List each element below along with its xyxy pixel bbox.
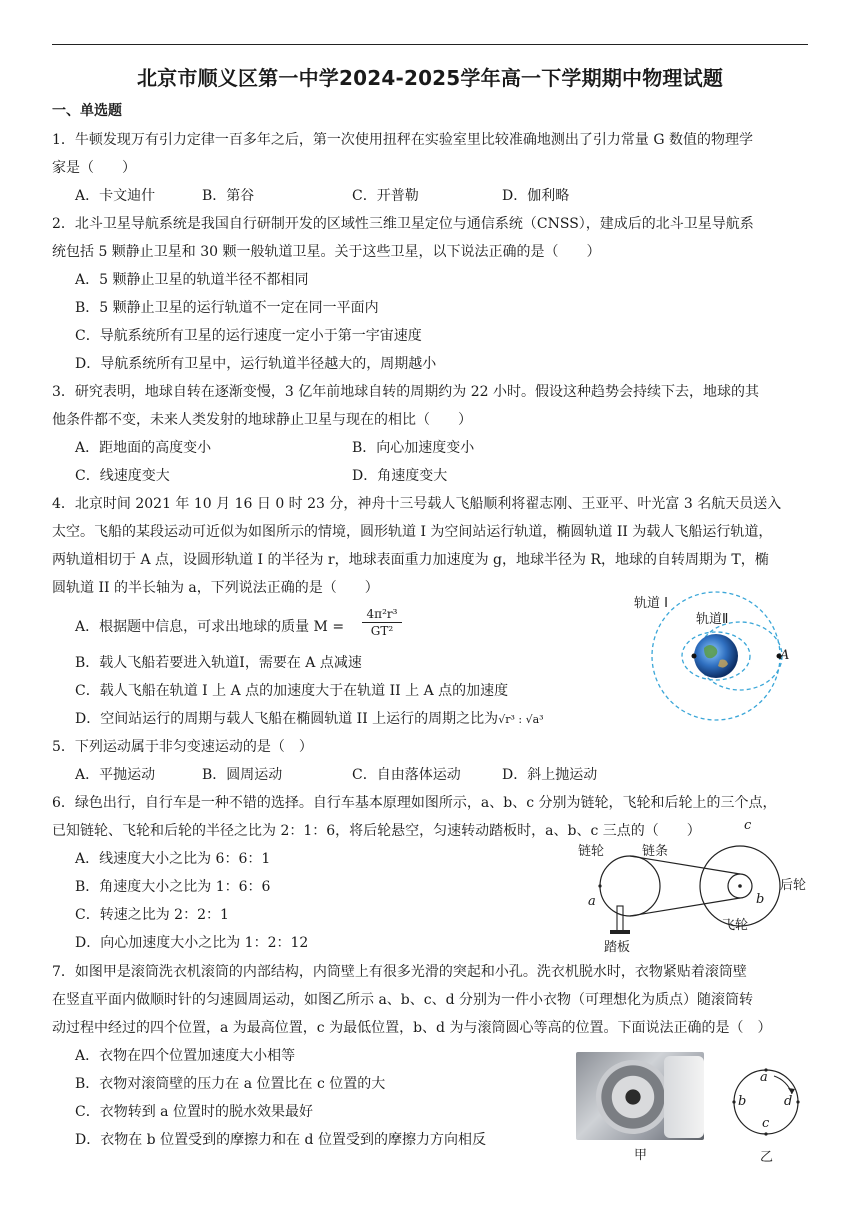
position-d-dot bbox=[796, 1100, 799, 1103]
q3-line1: 3．研究表明，地球自转在逐渐变慢，3 亿年前地球自转的周期约为 22 小时。假设这种趋势会持续下去，地球的其 bbox=[52, 384, 759, 400]
q7-option-a: A．衣物在四个位置加速度大小相等 bbox=[75, 1048, 296, 1064]
page-title: 北京市顺义区第一中学2024-2025学年高一下学期期中物理试题 bbox=[136, 66, 724, 90]
q5-option-b: B．圆周运动 bbox=[202, 767, 283, 783]
q6-line2: 已知链轮、飞轮和后轮的半径之比为 2：1：6，将后轮悬空，匀速转动踏板时，a、b、c 三点的（ ） bbox=[52, 823, 701, 839]
q3-option-c: C．线速度变大 bbox=[75, 468, 170, 484]
position-a-label: a bbox=[760, 1070, 768, 1085]
q7-line1: 7．如图甲是滚筒洗衣机滚筒的内部结构，内筒壁上有很多光滑的突起和小孔。洗衣机脱水时，衣物紧贴着滚筒壁 bbox=[52, 964, 747, 980]
q6-option-a: A．线速度大小之比为 6：6：1 bbox=[75, 851, 271, 867]
figure-jia-caption: 甲 bbox=[634, 1148, 648, 1163]
q3-option-b: B．向心加速度变小 bbox=[352, 440, 475, 456]
q3-option-a: A．距地面的高度变小 bbox=[75, 440, 212, 456]
q2-option-d: D．导航系统所有卫星中，运行轨道半径越大的，周期越小 bbox=[75, 356, 437, 372]
q2-option-b: B．5 颗静止卫星的运行轨道不一定在同一平面内 bbox=[75, 300, 379, 316]
q4-line1: 4．北京时间 2021 年 10 月 16 日 0 时 23 分，神舟十三号载人飞船顺利将翟志刚、王亚平、叶光富 3 名航天员送入 bbox=[52, 496, 782, 512]
q4-line2: 太空。飞船的某段运动可近似为如图所示的情境，圆形轨道 I 为空间站运行轨道，椭圆轨道 II 为载人飞船运行轨道， bbox=[52, 524, 773, 540]
q6-line1: 6．绿色出行，自行车是一种不错的选择。自行车基本原理如图所示，a、b、c 分别为链轮，飞轮和后轮上的三个点， bbox=[52, 795, 777, 811]
orbit-dot-left bbox=[692, 654, 697, 659]
pedal-icon bbox=[610, 930, 630, 934]
pedal-label: 踏板 bbox=[604, 940, 631, 955]
rotation-arc bbox=[774, 1076, 792, 1094]
q6-option-b: B．角速度大小之比为 1：6：6 bbox=[75, 879, 271, 895]
q4-option-d bbox=[75, 709, 544, 730]
q4-line4: 圆轨道 II 的半长轴为 a，下列说法正确的是（ ） bbox=[52, 580, 379, 596]
freewheel-center bbox=[738, 884, 742, 888]
position-c-dot bbox=[764, 1132, 767, 1135]
point-a-dot bbox=[598, 884, 601, 887]
q5-option-c: C．自由落体运动 bbox=[352, 767, 461, 783]
point-c-label: c bbox=[744, 818, 752, 833]
q5-line1: 5．下列运动属于非匀变速运动的是（ ） bbox=[52, 739, 313, 755]
drum-shape bbox=[596, 1060, 670, 1134]
washing-machine-photo bbox=[576, 1052, 704, 1140]
q4-option-c: C．载人飞船在轨道 I 上 A 点的加速度大于在轨道 II 上 A 点的加速度 bbox=[75, 683, 509, 699]
q2-option-c: C．导航系统所有卫星的运行速度一定小于第一宇宙速度 bbox=[75, 328, 422, 344]
pedal-crank bbox=[617, 906, 623, 932]
header-rule bbox=[52, 44, 808, 45]
point-a-label: a bbox=[588, 894, 596, 909]
section-heading: 一、单选题 bbox=[52, 103, 122, 119]
figure-yi-caption: 乙 bbox=[760, 1150, 774, 1165]
point-a-label: A bbox=[780, 648, 790, 663]
sprocket-label: 链轮 bbox=[578, 844, 605, 859]
q6-option-d: D．向心加速度大小之比为 1：2：12 bbox=[75, 935, 309, 951]
q4-mass-formula bbox=[362, 606, 402, 639]
position-b-dot bbox=[732, 1100, 735, 1103]
q4-formula-denominator: GT² bbox=[370, 624, 394, 638]
q2-option-a: A．5 颗静止卫星的轨道半径不都相同 bbox=[75, 272, 309, 288]
q4-option-d-text: D．空间站运行的周期与载人飞船在椭圆轨道 II 上运行的周期之比为 bbox=[75, 711, 499, 727]
chain-label: 链条 bbox=[642, 844, 669, 859]
q4-option-b: B．载人飞船若要进入轨道I，需要在 A 点减速 bbox=[75, 655, 362, 671]
orbit-2-label: 轨道Ⅱ bbox=[696, 612, 729, 627]
q4-period-ratio: √r³ : √a³ bbox=[498, 713, 544, 726]
q7-line3: 动过程中经过的四个位置，a 为最高位置，c 为最低位置，b、d 为与滚筒圆心等高的位置。下面说法正确的是（ ） bbox=[52, 1020, 772, 1036]
q7-line2: 在竖直平面内做顺时针的匀速圆周运动，如图乙所示 a、b、c、d 分别为一件小衣物（可理想化为质点）随滚筒转 bbox=[52, 992, 754, 1008]
q1-option-a: A．卡文迪什 bbox=[75, 188, 156, 204]
q2-line1: 2．北斗卫星导航系统是我国自行研制开发的区域性三维卫星定位与通信系统（CNSS），建成后的北斗卫星导航系 bbox=[52, 216, 754, 232]
q1-option-c: C．开普勒 bbox=[352, 188, 419, 204]
sprocket-circle bbox=[600, 856, 660, 916]
q7-option-b: B．衣物对滚筒壁的压力在 a 位置比在 c 位置的大 bbox=[75, 1076, 386, 1092]
earth-icon bbox=[694, 634, 738, 678]
q6-option-c: C．转速之比为 2：2：1 bbox=[75, 907, 229, 923]
q4-option-a-text: A．根据题中信息，可求出地球的质量 M = bbox=[75, 619, 345, 635]
point-b-label: b bbox=[756, 892, 765, 907]
q3-option-d: D．角速度变大 bbox=[352, 468, 448, 484]
q5-option-d: D．斜上抛运动 bbox=[502, 767, 598, 783]
q5-option-a: A．平抛运动 bbox=[75, 767, 156, 783]
orbit-1-label: 轨道 I bbox=[634, 596, 668, 611]
q1-line1: 1．牛顿发现万有引力定律一百多年之后，第一次使用扭秤在实验室里比较准确地测出了引力常量 G 数值的物理学 bbox=[52, 132, 753, 148]
position-d-label: d bbox=[784, 1094, 793, 1109]
door-shape bbox=[664, 1056, 704, 1138]
rear-wheel-label: 后轮 bbox=[780, 878, 807, 893]
q2-line2: 统包括 5 颗静止卫星和 30 颗一般轨道卫星。关于这些卫星，以下说法正确的是（ ） bbox=[52, 244, 601, 260]
q7-option-c: C．衣物转到 a 位置时的脱水效果最好 bbox=[75, 1104, 313, 1120]
q3-line2: 他条件都不变，未来人类发射的地球静止卫星与现在的相比（ ） bbox=[52, 412, 472, 428]
q1-line2: 家是（ ） bbox=[52, 160, 136, 176]
freewheel-label: 飞轮 bbox=[722, 918, 749, 933]
q4-option-a bbox=[75, 617, 344, 637]
q7-option-d: D．衣物在 b 位置受到的摩擦力和在 d 位置受到的摩擦力方向相反 bbox=[75, 1132, 486, 1148]
position-c-label: c bbox=[762, 1116, 770, 1131]
position-b-label: b bbox=[738, 1094, 747, 1109]
q4-line3: 两轨道相切于 A 点，设圆形轨道 I 的半径为 r，地球表面重力加速度为 g，地球半径为 R，地球的自转周期为 T，椭 bbox=[52, 552, 769, 568]
q1-option-d: D．伽利略 bbox=[502, 188, 570, 204]
q1-option-b: B．第谷 bbox=[202, 188, 255, 204]
q4-formula-numerator: 4π²r³ bbox=[362, 606, 402, 623]
